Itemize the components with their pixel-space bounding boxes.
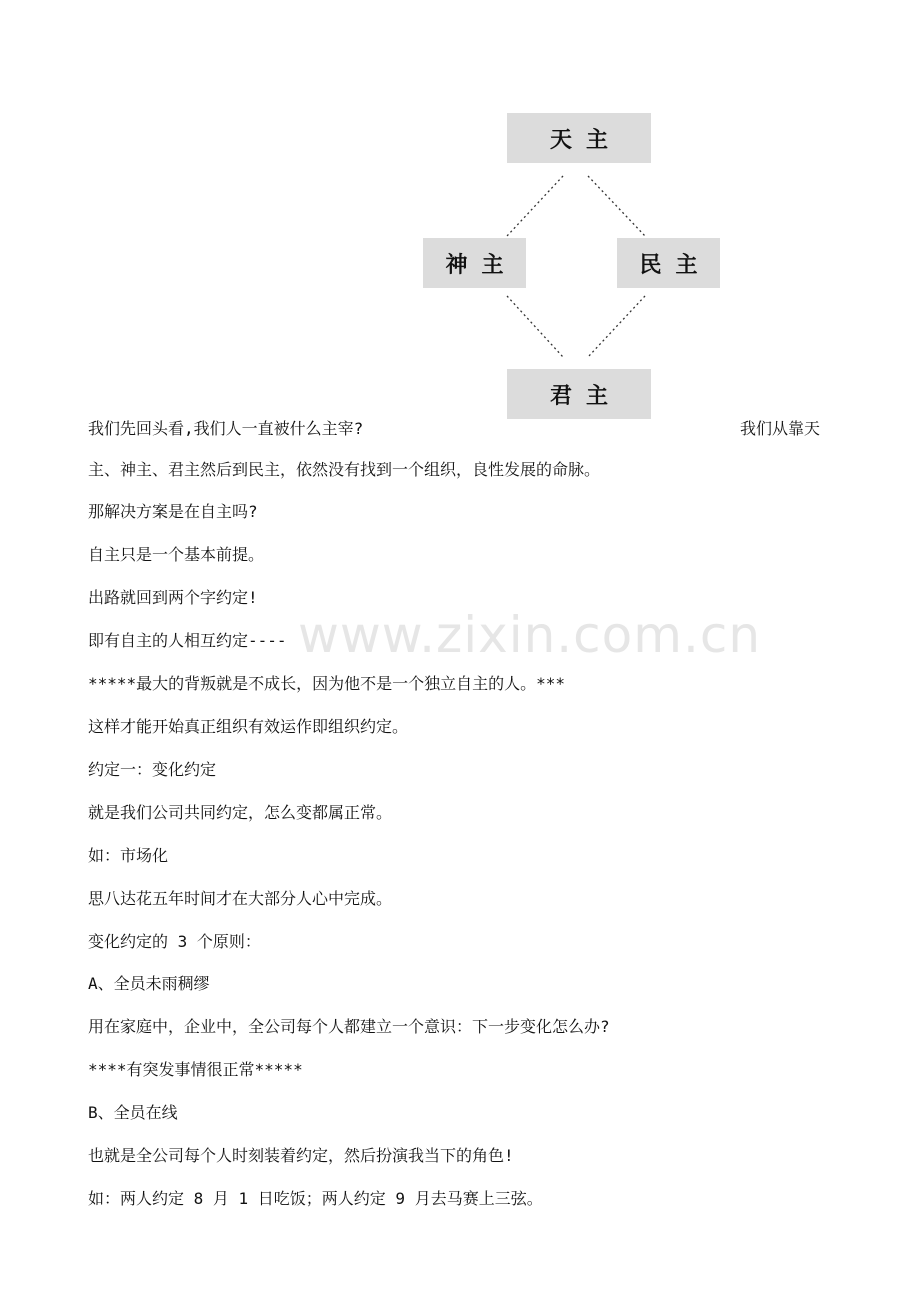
paragraph-line: 那解决方案是在自主吗?	[88, 502, 258, 521]
paragraph-line-right: 我们从靠天	[740, 419, 821, 438]
paragraph-line: 变化约定的 3 个原则：	[88, 932, 261, 951]
watermark: www.zixin.com.cn	[298, 606, 762, 664]
connector-left-bottom	[507, 296, 563, 357]
section-heading: 约定一：变化约定	[88, 760, 217, 779]
paragraph-line: 出路就回到两个字约定!	[88, 588, 258, 607]
paragraph-line: ****有突发事情很正常*****	[88, 1060, 303, 1079]
paragraph-line: 如：市场化	[88, 846, 169, 865]
paragraph-line: 如：两人约定 8 月 1 日吃饭；两人约定 9 月去马赛上三弦。	[88, 1189, 543, 1208]
connector-top-left	[507, 176, 563, 236]
diagram-node-junzhu: 君主	[507, 369, 651, 419]
diagram-node-tianzhu: 天主	[507, 113, 651, 163]
paragraph-line: 自主只是一个基本前提。	[88, 545, 265, 564]
connector-right-bottom	[588, 296, 645, 357]
paragraph-line: 就是我们公司共同约定，怎么变都属正常。	[88, 803, 393, 822]
connector-top-right	[588, 176, 645, 236]
paragraph-line: 即有自主的人相互约定----	[88, 631, 287, 650]
paragraph-line: 也就是全公司每个人时刻装着约定，然后扮演我当下的角色!	[88, 1146, 514, 1165]
paragraph-line: 用在家庭中，企业中，全公司每个人都建立一个意识：下一步变化怎么办?	[88, 1017, 610, 1036]
paragraph-line: 主、神主、君主然后到民主，依然没有找到一个组织，良性发展的命脉。	[88, 460, 601, 479]
paragraph-line: 思八达花五年时间才在大部分人心中完成。	[88, 889, 393, 908]
diagram-node-shenzhu: 神主	[423, 238, 526, 288]
paragraph-line: 这样才能开始真正组织有效运作即组织约定。	[88, 717, 409, 736]
list-item-heading: A、全员未雨稠缪	[88, 974, 210, 993]
list-item-heading: B、全员在线	[88, 1103, 178, 1122]
diagram-node-minzhu: 民主	[617, 238, 720, 288]
paragraph-line: *****最大的背叛就是不成长，因为他不是一个独立自主的人。***	[88, 674, 566, 693]
paragraph-line: 我们先回头看,我们人一直被什么主宰?	[88, 419, 364, 438]
